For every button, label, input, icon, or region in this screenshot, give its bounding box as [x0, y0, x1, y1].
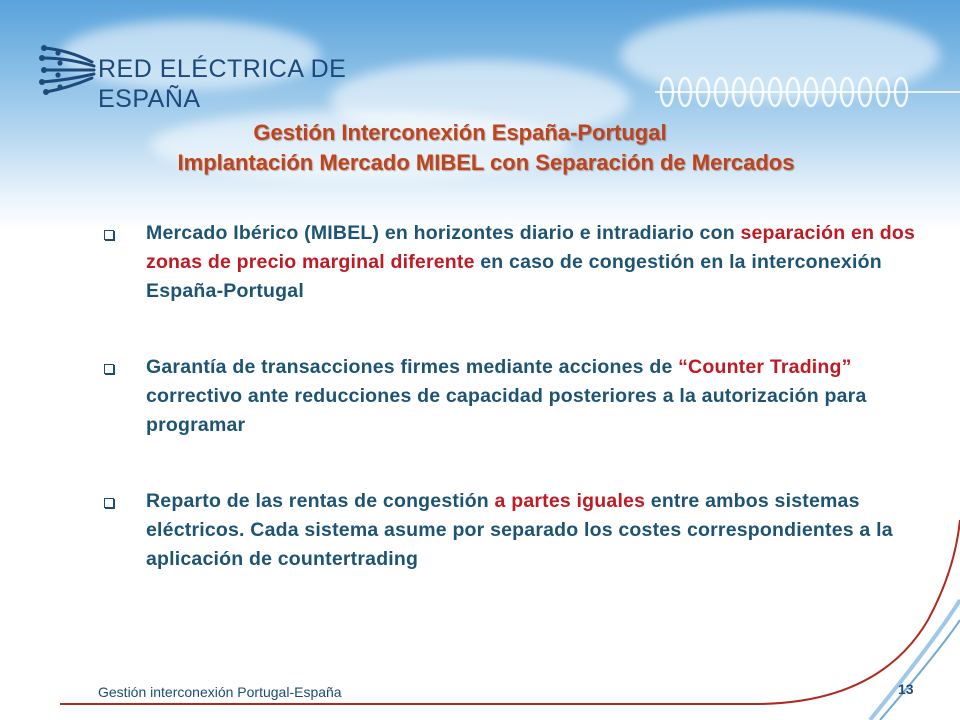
ree-network-logo-icon — [38, 40, 100, 100]
page-number: 13 — [898, 681, 914, 697]
bullet-item — [104, 219, 924, 306]
footer-text: Gestión interconexión Portugal-España — [98, 684, 342, 700]
slide-subtitle: Implantación Mercado MIBEL con Separación de Mercados — [177, 150, 795, 175]
brand-name: RED ELÉCTRICA DE ESPAÑA — [98, 55, 347, 113]
bullet-text-part: Reparto de las rentas de congestión — [146, 490, 495, 512]
cable-insulator-chain-icon — [655, 74, 960, 110]
square-bullet-icon — [104, 230, 114, 240]
bullet-text-part: entre ambos sistemas eléctricos. Cada sistema asume por separado los costes correspondientes a la aplicación de countertrading — [146, 490, 893, 570]
bullet-highlight: a partes iguales — [494, 490, 646, 512]
bullet-item — [104, 353, 924, 440]
square-bullet-icon — [104, 364, 114, 374]
bullet-highlight: “Counter Trading” — [678, 356, 852, 378]
bullet-text-part: correctivo ante reducciones de capacidad posteriores a la autorización para programar — [146, 385, 867, 436]
bullet-highlight: separación en dos zonas de precio marginal diferente — [146, 222, 916, 273]
bullet-text-part: Garantía de transacciones firmes mediante acciones de — [146, 356, 679, 378]
bullet-text-part: Mercado Ibérico (MIBEL) en horizontes diario e intradiario con — [146, 222, 741, 244]
bullet-text — [146, 353, 924, 440]
bullet-text — [146, 219, 924, 306]
sky-background — [0, 0, 960, 230]
slide-title: Gestión Interconexión España-Portugal — [253, 120, 667, 145]
square-bullet-icon — [104, 498, 114, 508]
bullet-text-part: en caso de congestión en la interconexión España-Portugal — [146, 251, 882, 302]
bullet-text — [146, 487, 924, 574]
bullet-item — [104, 487, 924, 574]
